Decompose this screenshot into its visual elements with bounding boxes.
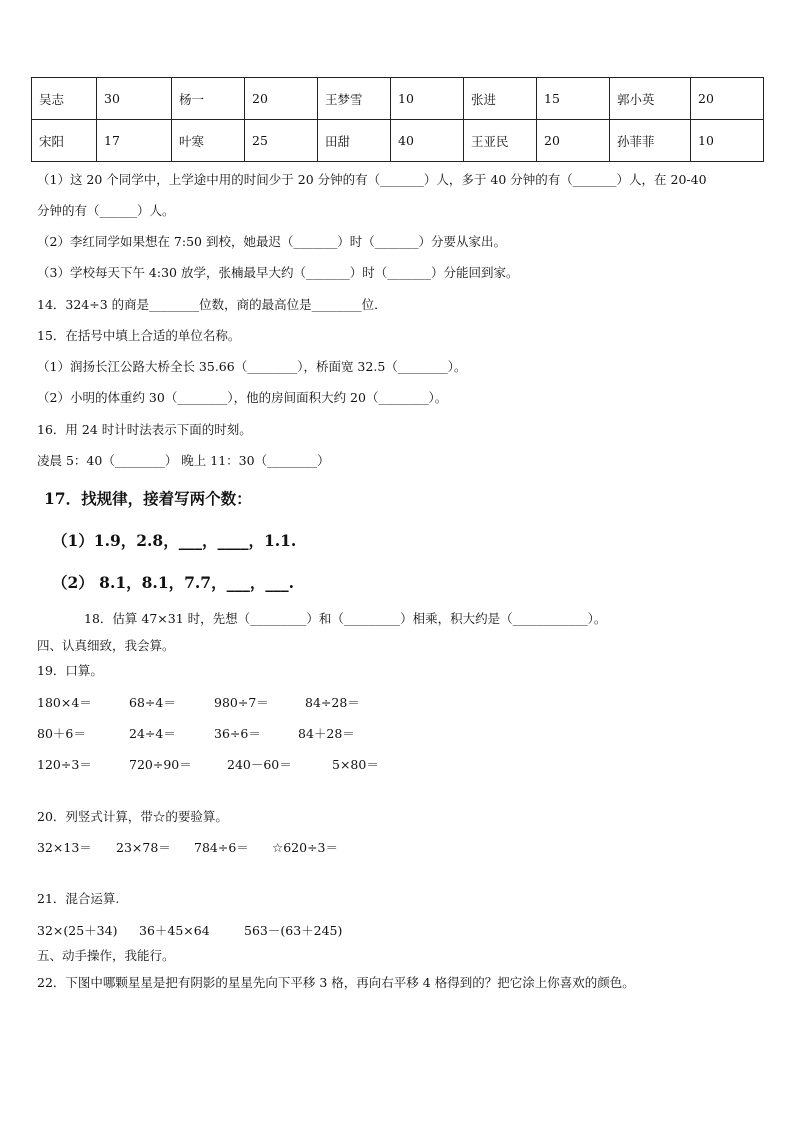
student-minutes: 20 bbox=[537, 120, 610, 162]
commute-time-table bbox=[31, 77, 764, 162]
student-name: 叶寒 bbox=[172, 120, 245, 162]
table-row bbox=[32, 120, 764, 162]
q15-part2: （2）小明的体重约 30（________），他的房间面积大约 20（________）。 bbox=[37, 390, 448, 405]
student-minutes: 10 bbox=[691, 120, 764, 162]
section-5-heading: 五、动手操作，我能行。 bbox=[37, 948, 175, 963]
oral-calc-item: 980÷7＝ bbox=[214, 695, 269, 710]
oral-calc-item: 84＋28＝ bbox=[298, 726, 355, 741]
student-name: 王梦雪 bbox=[318, 78, 391, 120]
q17-part2: （2） 8.1，8.1，7.7，___，___. bbox=[52, 573, 294, 592]
vertical-calc-item: 784÷6＝ bbox=[194, 840, 249, 855]
oral-calc-item: 720÷90＝ bbox=[129, 757, 192, 772]
student-minutes: 25 bbox=[245, 120, 318, 162]
q16-body: 凌晨 5：40（________） 晚上 11：30（________） bbox=[37, 453, 330, 468]
q21-title: 21．混合运算. bbox=[37, 891, 120, 906]
oral-calc-item: 5×80＝ bbox=[332, 757, 379, 772]
student-name: 田甜 bbox=[318, 120, 391, 162]
student-minutes: 20 bbox=[691, 78, 764, 120]
oral-calc-item: 68÷4＝ bbox=[129, 695, 176, 710]
vertical-calc-item: 32×13＝ bbox=[37, 840, 92, 855]
q19-title: 19．口算。 bbox=[37, 663, 103, 678]
q13-part1-line2: 分钟的有（______）人。 bbox=[37, 203, 175, 218]
student-name: 宋阳 bbox=[32, 120, 97, 162]
student-minutes: 40 bbox=[391, 120, 464, 162]
student-minutes: 17 bbox=[97, 120, 172, 162]
q13-part1-line1: （1）这 20 个同学中，上学途中用的时间少于 20 分钟的有（_______）人，多于 40 分钟的有（_______）人，在 20-40 bbox=[37, 172, 707, 187]
student-name: 张进 bbox=[464, 78, 537, 120]
mixed-calc-item: 563－(63＋245) bbox=[244, 923, 343, 938]
student-name: 王亚民 bbox=[464, 120, 537, 162]
q17-part1: （1）1.9，2.8，___，____，1.1. bbox=[52, 531, 297, 550]
q20-title: 20．列竖式计算，带☆的要验算。 bbox=[37, 809, 228, 824]
section-4-heading: 四、认真细致，我会算。 bbox=[37, 638, 175, 653]
oral-calc-item: 36÷6＝ bbox=[214, 726, 261, 741]
student-name: 郭小英 bbox=[610, 78, 691, 120]
q22-question: 22．下图中哪颗星星是把有阴影的星星先向下平移 3 格，再向右平移 4 格得到的？把它涂上你喜欢的颜色。 bbox=[37, 975, 635, 990]
vertical-calc-item: 23×78＝ bbox=[116, 840, 171, 855]
q14-question: 14．324÷3 的商是________位数，商的最高位是________位． bbox=[37, 297, 387, 312]
oral-calc-item: 24÷4＝ bbox=[129, 726, 176, 741]
student-name: 杨一 bbox=[172, 78, 245, 120]
mixed-calc-item: 32×(25＋34) bbox=[37, 923, 118, 938]
student-minutes: 10 bbox=[391, 78, 464, 120]
table-row bbox=[32, 78, 764, 120]
student-minutes: 20 bbox=[245, 78, 318, 120]
oral-calc-item: 180×4＝ bbox=[37, 695, 92, 710]
q13-part3: （3）学校每天下午 4:30 放学，张楠最早大约（_______）时（_______）分能回到家。 bbox=[37, 265, 519, 280]
q18-question: 18．估算 47×31 时，先想（_________）和（_________）相乘，积大约是（____________）。 bbox=[84, 611, 607, 626]
mixed-calc-item: 36＋45×64 bbox=[139, 923, 210, 938]
oral-calc-item: 80＋6＝ bbox=[37, 726, 86, 741]
student-minutes: 30 bbox=[97, 78, 172, 120]
oral-calc-item: 240－60＝ bbox=[227, 757, 292, 772]
oral-calc-item: 84÷28＝ bbox=[305, 695, 360, 710]
student-name: 吴志 bbox=[32, 78, 97, 120]
student-name: 孙菲菲 bbox=[610, 120, 691, 162]
q16-title: 16．用 24 时计时法表示下面的时刻。 bbox=[37, 422, 252, 437]
q17-title: 17．找规律，接着写两个数： bbox=[44, 489, 252, 508]
q15-title: 15．在括号中填上合适的单位名称。 bbox=[37, 328, 241, 343]
vertical-calc-item: ☆620÷3＝ bbox=[272, 840, 338, 855]
q15-part1: （1）润扬长江公路大桥全长 35.66（________），桥面宽 32.5（________）。 bbox=[37, 359, 467, 374]
oral-calc-item: 120÷3＝ bbox=[37, 757, 92, 772]
q13-part2: （2）李红同学如果想在 7:50 到校，她最迟（_______）时（_______）分要从家出。 bbox=[37, 234, 506, 249]
student-minutes: 15 bbox=[537, 78, 610, 120]
